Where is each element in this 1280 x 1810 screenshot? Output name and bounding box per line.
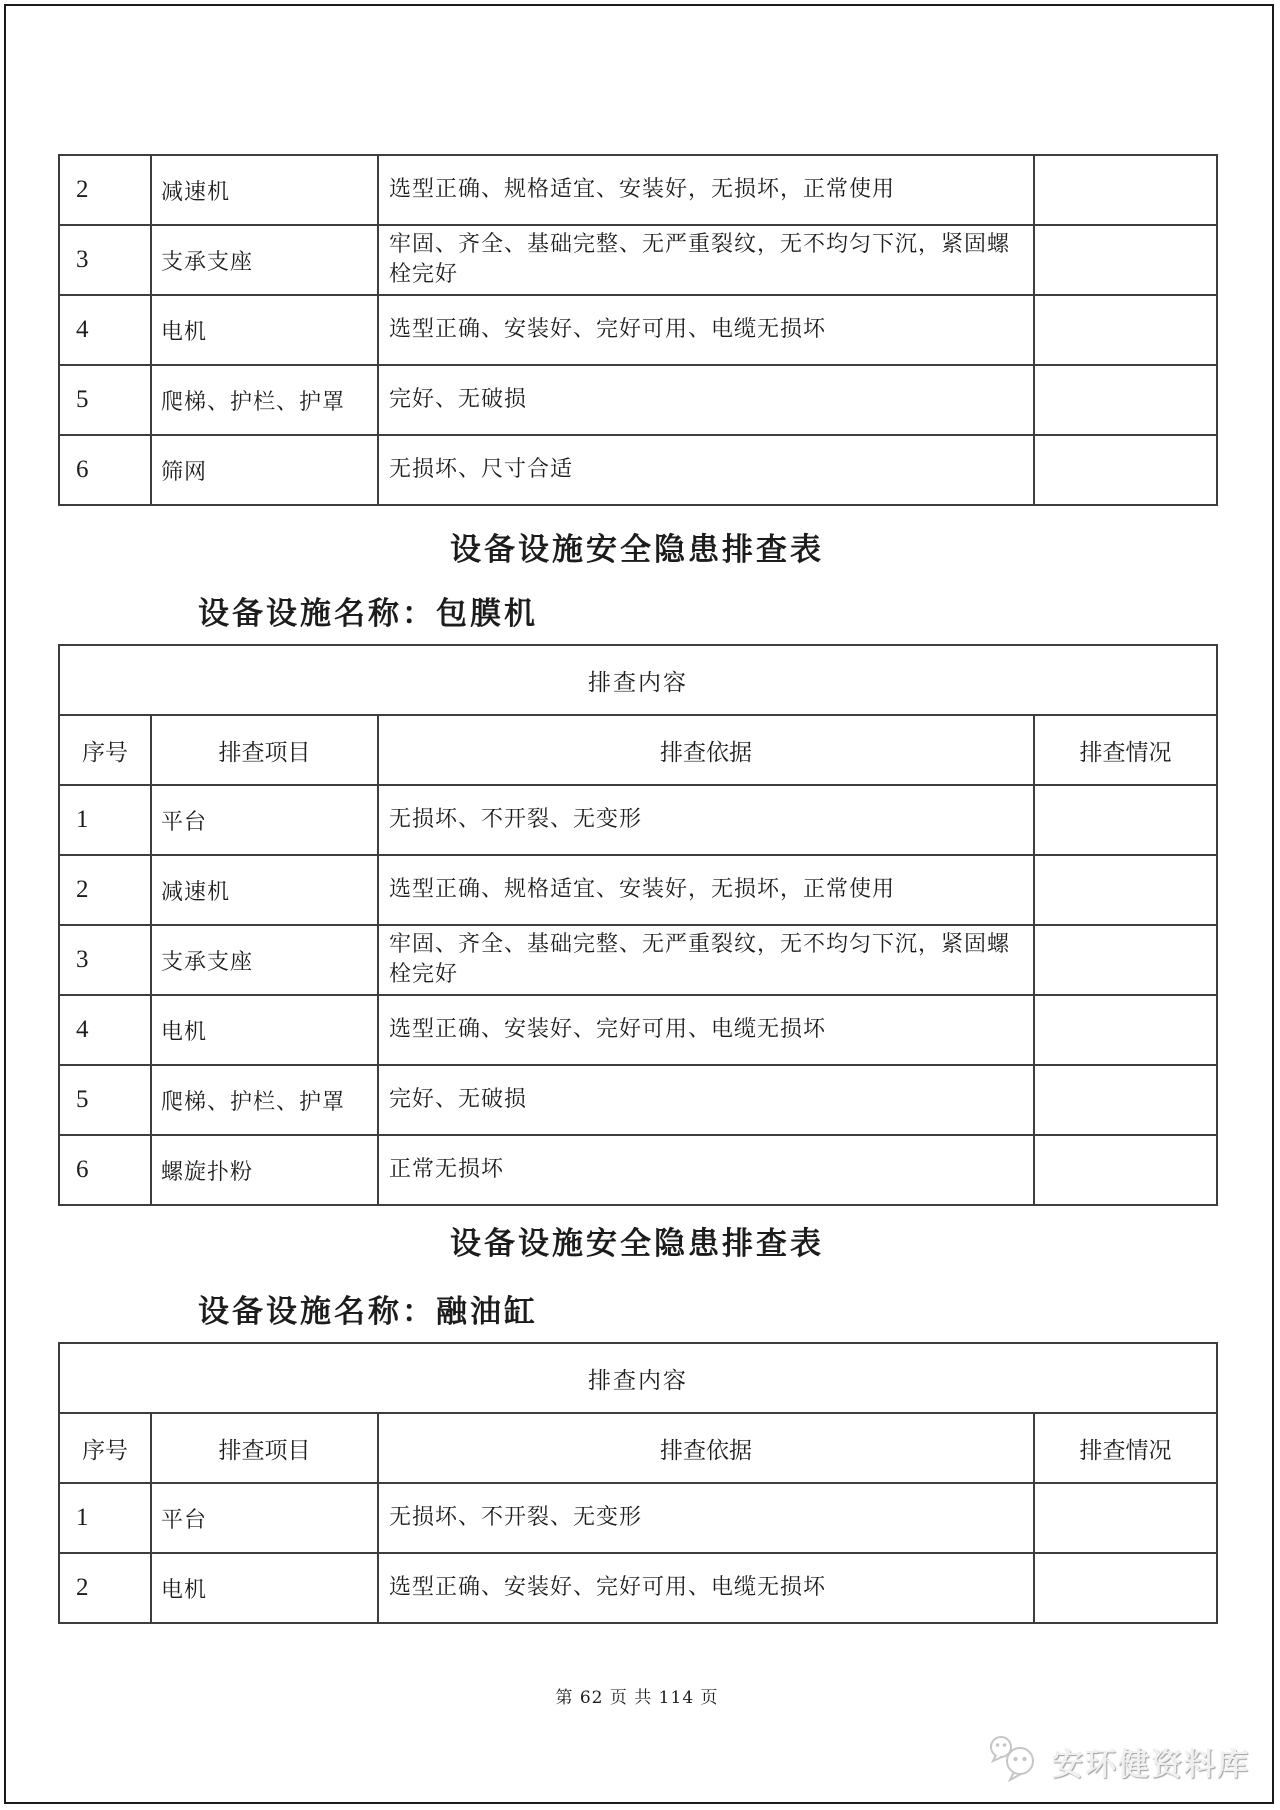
inspection-table-rongyougang (58, 1342, 1218, 1624)
content-header-cell: 排查内容 (59, 645, 1217, 715)
row-seq-cell: 2 (59, 855, 151, 925)
table-row (59, 1553, 1217, 1623)
row-status-cell (1034, 1065, 1217, 1135)
inspection-table-baomoji (58, 644, 1218, 1206)
row-item-cell: 电机 (151, 1553, 378, 1623)
row-item-cell: 支承支座 (151, 225, 378, 295)
row-item-cell: 减速机 (151, 855, 378, 925)
table-row (59, 925, 1217, 995)
device-name-label: 设备设施名称：包膜机 (198, 596, 538, 632)
column-header-row (59, 715, 1217, 785)
row-item-cell: 平台 (151, 1483, 378, 1553)
table-row (59, 855, 1217, 925)
column-header-status: 排查情况 (1034, 715, 1217, 785)
row-basis-cell: 无损坏、尺寸合适 (378, 435, 1034, 505)
row-status-cell (1034, 785, 1217, 855)
row-basis-cell: 无损坏、不开裂、无变形 (378, 1483, 1034, 1553)
table-row (59, 225, 1217, 295)
watermark (986, 1734, 1250, 1788)
page-number-footer: 第 62 页 共 114 页 (555, 1688, 719, 1708)
table-row (59, 995, 1217, 1065)
watermark-text: 安环健资料库 (1052, 1746, 1250, 1783)
row-status-cell (1034, 1483, 1217, 1553)
row-item-cell: 电机 (151, 995, 378, 1065)
column-header-status: 排查情况 (1034, 1413, 1217, 1483)
row-seq-cell: 3 (59, 925, 151, 995)
row-seq-cell: 4 (59, 295, 151, 365)
row-seq-cell: 6 (59, 1135, 151, 1205)
row-basis-cell: 选型正确、安装好、完好可用、电缆无损坏 (378, 1553, 1034, 1623)
row-basis-cell: 牢固、齐全、基础完整、无严重裂纹，无不均匀下沉，紧固螺栓完好 (378, 225, 1034, 295)
column-header-seq: 序号 (59, 715, 151, 785)
row-basis-cell: 牢固、齐全、基础完整、无严重裂纹，无不均匀下沉，紧固螺栓完好 (378, 925, 1034, 995)
row-item-cell: 筛网 (151, 435, 378, 505)
column-header-item: 排查项目 (151, 1413, 378, 1483)
row-seq-cell: 4 (59, 995, 151, 1065)
row-basis-cell: 正常无损坏 (378, 1135, 1034, 1205)
row-status-cell (1034, 855, 1217, 925)
page-content (58, 154, 1216, 1708)
row-seq-cell: 1 (59, 1483, 151, 1553)
column-header-row (59, 1413, 1217, 1483)
content-header-row (59, 1343, 1217, 1413)
row-item-cell: 爬梯、护栏、护罩 (151, 365, 378, 435)
row-basis-cell: 完好、无破损 (378, 1065, 1034, 1135)
row-item-cell: 爬梯、护栏、护罩 (151, 1065, 378, 1135)
row-basis-cell: 选型正确、安装好、完好可用、电缆无损坏 (378, 295, 1034, 365)
row-basis-cell: 选型正确、规格适宜、安装好，无损坏，正常使用 (378, 155, 1034, 225)
device-name-label: 设备设施名称：融油缸 (198, 1294, 538, 1330)
section-title: 设备设施安全隐患排查表 (450, 1226, 824, 1262)
row-basis-cell: 无损坏、不开裂、无变形 (378, 785, 1034, 855)
row-status-cell (1034, 155, 1217, 225)
content-header-row (59, 645, 1217, 715)
row-basis-cell: 选型正确、规格适宜、安装好，无损坏，正常使用 (378, 855, 1034, 925)
row-item-cell: 平台 (151, 785, 378, 855)
row-basis-cell: 完好、无破损 (378, 365, 1034, 435)
table-row (59, 435, 1217, 505)
row-item-cell: 螺旋扑粉 (151, 1135, 378, 1205)
section-title: 设备设施安全隐患排查表 (450, 532, 824, 568)
content-header-cell: 排查内容 (59, 1343, 1217, 1413)
row-status-cell (1034, 225, 1217, 295)
row-seq-cell: 3 (59, 225, 151, 295)
row-item-cell: 支承支座 (151, 925, 378, 995)
row-status-cell (1034, 995, 1217, 1065)
table-row (59, 295, 1217, 365)
row-seq-cell: 1 (59, 785, 151, 855)
table-row (59, 1135, 1217, 1205)
table-row (59, 365, 1217, 435)
row-status-cell (1034, 435, 1217, 505)
row-status-cell (1034, 365, 1217, 435)
row-status-cell (1034, 295, 1217, 365)
row-basis-cell: 选型正确、安装好、完好可用、电缆无损坏 (378, 995, 1034, 1065)
row-seq-cell: 2 (59, 1553, 151, 1623)
chat-bubbles-icon (986, 1734, 1046, 1788)
row-seq-cell: 6 (59, 435, 151, 505)
column-header-basis: 排查依据 (378, 715, 1034, 785)
table-row (59, 785, 1217, 855)
column-header-basis: 排查依据 (378, 1413, 1034, 1483)
column-header-item: 排查项目 (151, 715, 378, 785)
row-item-cell: 电机 (151, 295, 378, 365)
table-row (59, 155, 1217, 225)
row-seq-cell: 2 (59, 155, 151, 225)
table-row (59, 1065, 1217, 1135)
row-item-cell: 减速机 (151, 155, 378, 225)
column-header-seq: 序号 (59, 1413, 151, 1483)
table-row (59, 1483, 1217, 1553)
row-seq-cell: 5 (59, 365, 151, 435)
row-status-cell (1034, 925, 1217, 995)
row-status-cell (1034, 1553, 1217, 1623)
row-seq-cell: 5 (59, 1065, 151, 1135)
row-status-cell (1034, 1135, 1217, 1205)
inspection-table-continuation (58, 154, 1218, 506)
